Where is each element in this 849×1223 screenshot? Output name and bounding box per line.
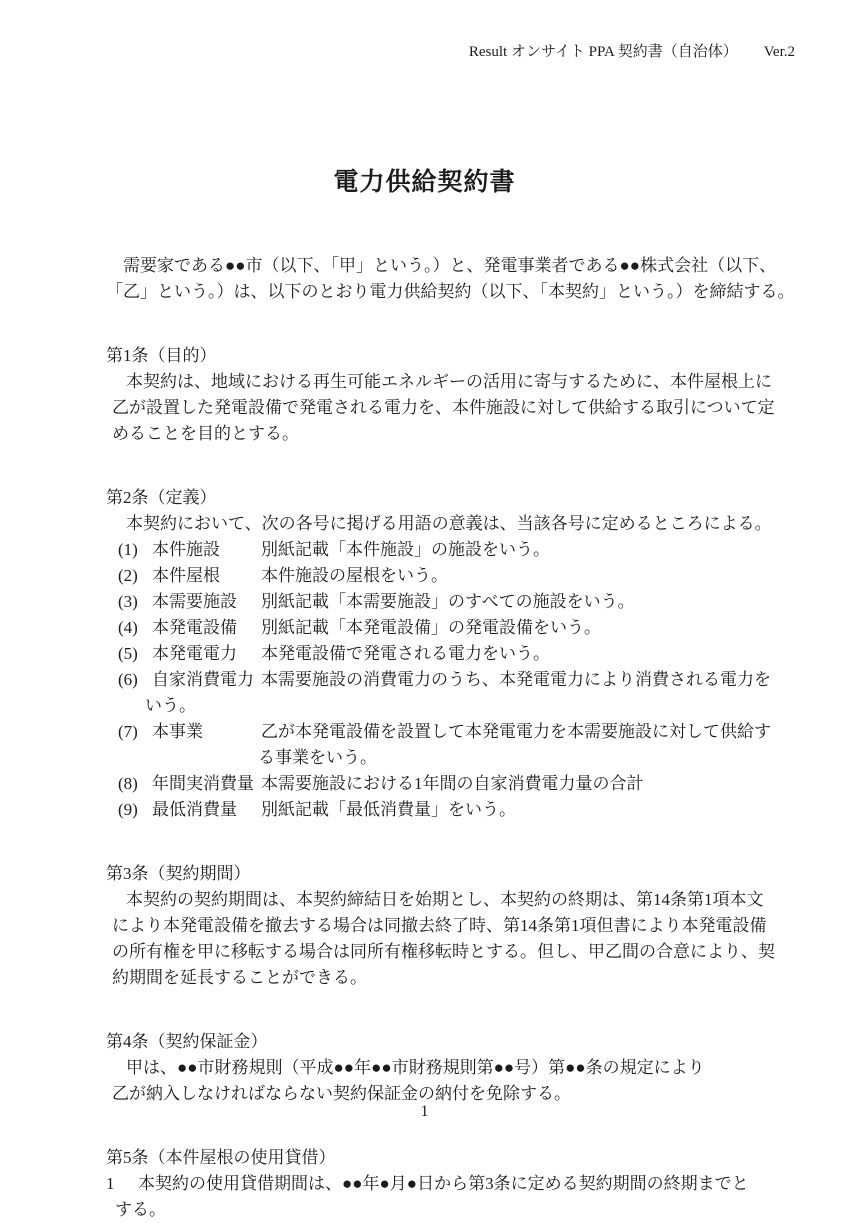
definition-term: 本発電設備 bbox=[152, 618, 237, 637]
intro-line: 「乙」という。）は、以下のとおり電力供給契約（以下、「本契約」という。）を締結する。 bbox=[106, 282, 795, 301]
definition-item-7 bbox=[106, 719, 771, 745]
article-3 bbox=[106, 861, 775, 991]
article-3-line: 約期間を延長することができる。 bbox=[112, 968, 367, 987]
definition-text: 別紙記載「本需要施設」のすべての施設をいう。 bbox=[261, 592, 635, 611]
definition-term: 年間実消費量 bbox=[152, 774, 254, 793]
article-4 bbox=[106, 1029, 766, 1107]
definition-text: 乙が本発電設備を設置して本発電電力を本需要施設に対して供給す bbox=[261, 722, 771, 741]
article-4-heading: 第4条（契約保証金） bbox=[106, 1032, 268, 1051]
article-1 bbox=[106, 343, 775, 447]
definition-term: 自家消費電力 bbox=[152, 670, 254, 689]
definition-item-4 bbox=[106, 615, 766, 641]
definition-item-6 bbox=[106, 667, 771, 693]
definition-text: 本需要施設の消費電力のうち、本発電電力により消費される電力を bbox=[261, 670, 771, 689]
definition-term: 本件屋根 bbox=[152, 566, 220, 585]
definition-term: 最低消費量 bbox=[152, 800, 237, 819]
definition-number: (2) bbox=[118, 566, 138, 585]
article-1-heading: 第1条（目的） bbox=[106, 346, 217, 365]
definition-number: (3) bbox=[118, 592, 138, 611]
definition-term: 本件施設 bbox=[152, 540, 220, 559]
definition-text: 本発電設備で発電される電力をいう。 bbox=[261, 644, 550, 663]
definition-item-7-continuation: る事業をいう。 bbox=[258, 748, 377, 767]
definition-term: 本需要施設 bbox=[152, 592, 237, 611]
definition-text: 別紙記載「本発電設備」の発電設備をいう。 bbox=[261, 618, 601, 637]
definition-term: 本発電電力 bbox=[152, 644, 237, 663]
article-3-line: 本契約の契約期間は、本契約締結日を始期とし、本契約の終期は、第14条第1項本文 bbox=[126, 890, 764, 909]
definition-number: (6) bbox=[118, 670, 138, 689]
definition-text: 別紙記載「最低消費量」をいう。 bbox=[261, 800, 516, 819]
header-title: Result オンサイト PPA 契約書（自治体） bbox=[468, 44, 738, 60]
article-2 bbox=[106, 485, 772, 823]
definition-text: 本需要施設における1年間の自家消費電力量の合計 bbox=[261, 774, 644, 793]
definition-text: 本件施設の屋根をいう。 bbox=[261, 566, 448, 585]
header-version: Ver.2 bbox=[763, 44, 795, 60]
definition-item-6-continuation: いう。 bbox=[145, 696, 196, 715]
page-number: 1 bbox=[420, 1103, 429, 1120]
article-4-line: 乙が納入しなければならない契約保証金の納付を免除する。 bbox=[112, 1084, 571, 1103]
document-header bbox=[469, 42, 795, 62]
definition-number: (1) bbox=[118, 540, 138, 559]
article-1-line: 本契約は、地域における再生可能エネルギーの活用に寄与するために、本件屋根上に bbox=[126, 372, 772, 391]
article-5-heading: 第5条（本件屋根の使用貸借） bbox=[106, 1148, 336, 1167]
article-2-heading: 第2条（定義） bbox=[106, 488, 217, 507]
definition-number: (9) bbox=[118, 800, 138, 819]
definition-item-8 bbox=[106, 771, 766, 797]
document-title: 電力供給契約書 bbox=[333, 169, 516, 196]
article-1-line: めることを目的とする。 bbox=[112, 424, 299, 443]
definition-number: (5) bbox=[118, 644, 138, 663]
intro-line: 需要家である●●市（以下、「甲」という。）と、発電事業者である●●株式会社（以下、 bbox=[123, 256, 777, 275]
article-2-intro: 本契約において、次の各号に掲げる用語の意義は、当該各号に定めるところによる。 bbox=[126, 514, 772, 533]
definition-item-1 bbox=[106, 537, 766, 563]
definition-item-3 bbox=[106, 589, 766, 615]
definition-item-9 bbox=[106, 797, 766, 823]
definition-item-5 bbox=[106, 641, 766, 667]
clause-number: 1 bbox=[106, 1174, 115, 1193]
definition-number: (4) bbox=[118, 618, 138, 637]
article-5-clause-1 bbox=[106, 1171, 766, 1197]
article-1-line: 乙が設置した発電設備で発電される電力を、本件施設に対して供給する取引について定 bbox=[112, 398, 775, 417]
article-5-clause-continuation: する。 bbox=[115, 1200, 166, 1219]
definition-item-2 bbox=[106, 563, 766, 589]
article-4-line: 甲は、●●市財務規則（平成●●年●●市財務規則第●●号）第●●条の規定により bbox=[126, 1058, 705, 1077]
article-5 bbox=[106, 1145, 766, 1223]
article-3-heading: 第3条（契約期間） bbox=[106, 864, 251, 883]
definition-term: 本事業 bbox=[152, 722, 203, 741]
document-body bbox=[106, 253, 795, 1223]
definition-text: 別紙記載「本件施設」の施設をいう。 bbox=[261, 540, 550, 559]
article-3-line: により本発電設備を撤去する場合は同撤去終了時、第14条第1項但書により本発電設備 bbox=[112, 916, 767, 935]
definition-number: (7) bbox=[118, 722, 138, 741]
article-3-line: の所有権を甲に移転する場合は同所有権移転時とする。但し、甲乙間の合意により、契 bbox=[112, 942, 775, 961]
definition-number: (8) bbox=[118, 774, 138, 793]
clause-text: 本契約の使用貸借期間は、●●年●月●日から第3条に定める契約期間の終期までと bbox=[138, 1174, 749, 1193]
